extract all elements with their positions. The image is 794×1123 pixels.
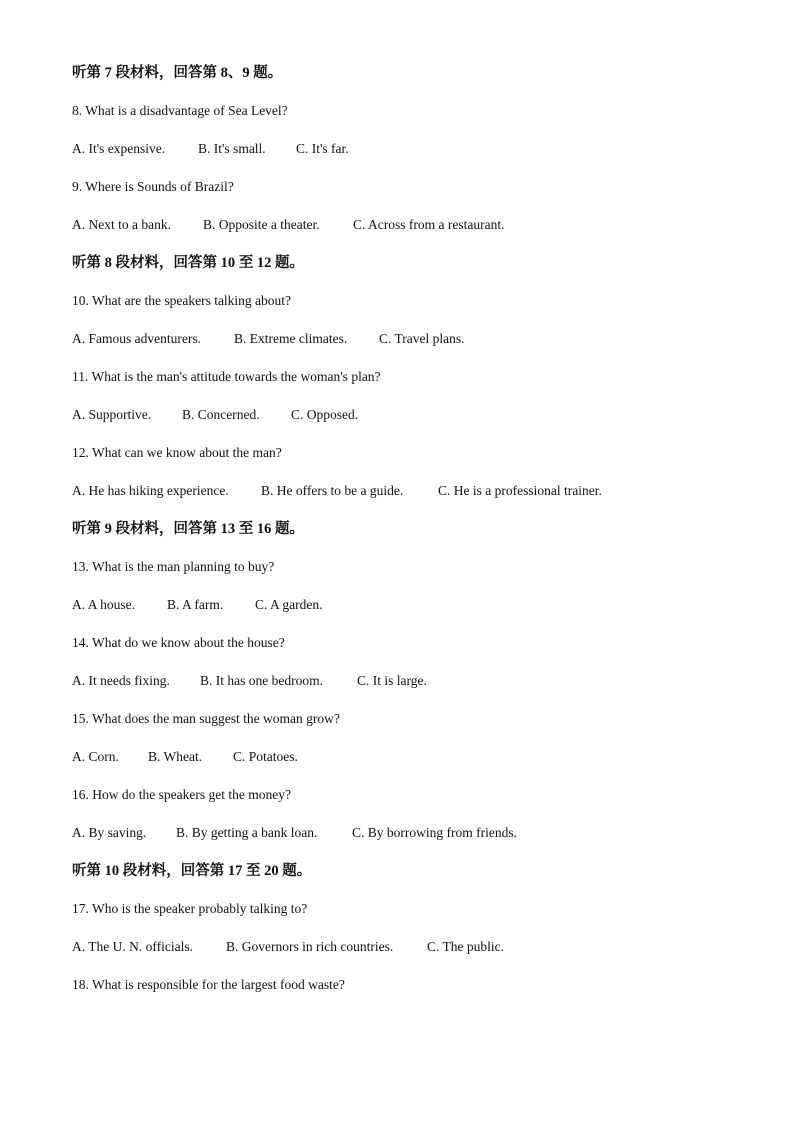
question-10: 10. What are the speakers talking about?: [72, 293, 292, 308]
question-9: 9. Where is Sounds of Brazil?: [72, 179, 234, 194]
option-a: A. Famous adventurers.: [72, 331, 201, 346]
question-11: 11. What is the man's attitude towards the woman's plan?: [72, 369, 381, 384]
option-c: C. By borrowing from friends.: [352, 825, 517, 840]
option-b: B. It has one bedroom.: [200, 673, 323, 688]
options-15: [72, 747, 752, 785]
section-heading: 听第 8 段材料，回答第 10 至 12 题。: [72, 255, 304, 271]
options-9: [72, 215, 752, 253]
exam-page: [72, 63, 752, 1013]
option-c: C. He is a professional trainer.: [438, 483, 602, 498]
options-16: [72, 823, 752, 861]
option-c: C. The public.: [427, 939, 504, 954]
options-13: [72, 595, 752, 633]
option-c: C. Across from a restaurant.: [353, 217, 505, 232]
option-b: B. He offers to be a guide.: [261, 483, 404, 498]
options-10: [72, 329, 752, 367]
options-11: [72, 405, 752, 443]
option-b: B. It's small.: [198, 141, 266, 156]
section-heading: 听第 10 段材料，回答第 17 至 20 题。: [72, 863, 312, 879]
option-c: C. It's far.: [296, 141, 349, 156]
section-heading: 听第 9 段材料，回答第 13 至 16 题。: [72, 521, 304, 537]
option-a: A. It needs fixing.: [72, 673, 170, 688]
question-14: 14. What do we know about the house?: [72, 635, 285, 650]
question-13: 13. What is the man planning to buy?: [72, 559, 275, 574]
options-14: [72, 671, 752, 709]
option-c: C. Potatoes.: [233, 749, 298, 764]
option-b: B. Opposite a theater.: [203, 217, 320, 232]
options-12: [72, 481, 752, 519]
question-16: 16. How do the speakers get the money?: [72, 787, 291, 802]
option-b: B. Concerned.: [182, 407, 260, 422]
section-heading: 听第 7 段材料，回答第 8、9 题。: [72, 65, 283, 81]
option-a: A. By saving.: [72, 825, 147, 840]
question-18: 18. What is responsible for the largest food waste?: [72, 977, 345, 992]
option-c: C. Opposed.: [291, 407, 359, 422]
option-a: A. Supportive.: [72, 407, 152, 422]
option-a: A. The U. N. officials.: [72, 939, 193, 954]
option-c: C. It is large.: [357, 673, 427, 688]
option-c: C. Travel plans.: [379, 331, 465, 346]
options-8: [72, 139, 752, 177]
option-a: A. Corn.: [72, 749, 119, 764]
option-b: B. By getting a bank loan.: [176, 825, 318, 840]
question-17: 17. Who is the speaker probably talking to?: [72, 901, 308, 916]
question-15: 15. What does the man suggest the woman grow?: [72, 711, 340, 726]
option-b: B. Wheat.: [148, 749, 203, 764]
option-b: B. Extreme climates.: [234, 331, 348, 346]
option-a: A. It's expensive.: [72, 141, 166, 156]
options-17: [72, 937, 752, 975]
option-b: B. Governors in rich countries.: [226, 939, 394, 954]
option-c: C. A garden.: [255, 597, 323, 612]
question-12: 12. What can we know about the man?: [72, 445, 282, 460]
question-8: 8. What is a disadvantage of Sea Level?: [72, 103, 288, 118]
option-a: A. Next to a bank.: [72, 217, 171, 232]
option-b: B. A farm.: [167, 597, 224, 612]
option-a: A. He has hiking experience.: [72, 483, 229, 498]
option-a: A. A house.: [72, 597, 136, 612]
